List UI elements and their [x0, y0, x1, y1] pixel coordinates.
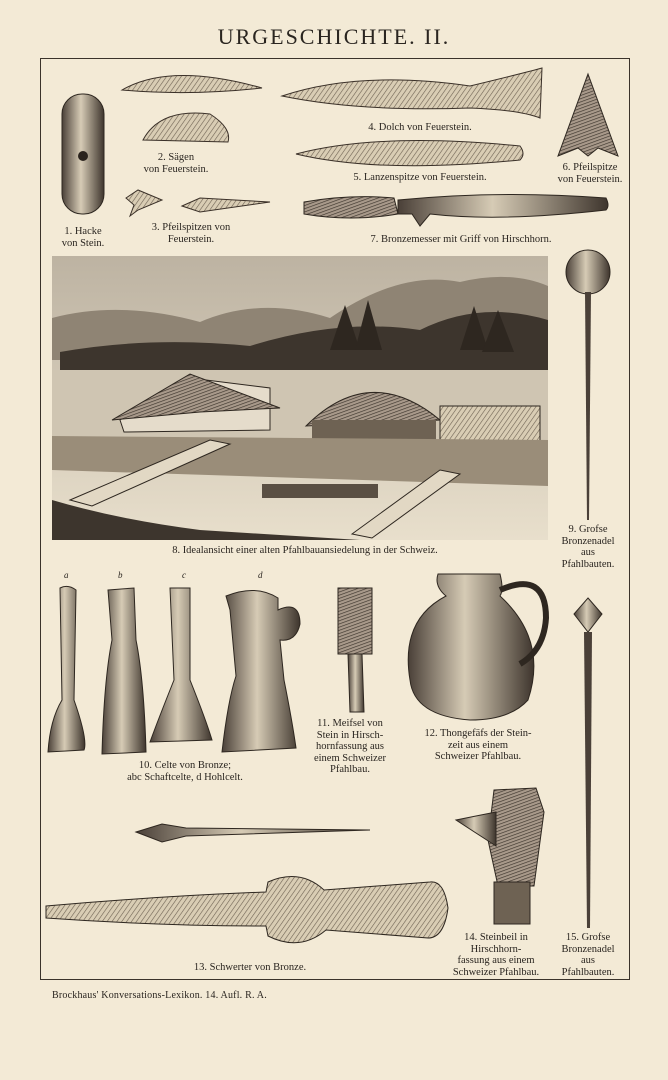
- caption-7: [336, 234, 586, 246]
- footer-credit: Brockhaus' Konversations-Lexikon. 14. Aufl. R. A.: [52, 990, 267, 1001]
- caption-10-line-1: 10. Celte von Bronze;: [138, 760, 232, 771]
- caption-1-line-2: von Stein.: [61, 237, 105, 249]
- celt-letter-a: a: [64, 570, 69, 580]
- caption-5: [330, 172, 510, 184]
- caption-14-line-4: Schweizer Pfahlbau.: [452, 966, 540, 978]
- caption-2-line-2: von Feuerstein.: [143, 163, 209, 175]
- caption-13-line-1: 13. Schwerter von Bronze.: [193, 962, 307, 973]
- flint-spearhead: [296, 141, 523, 166]
- celt-letter-c: c: [182, 570, 186, 580]
- caption-8-line-1: 8. Idealansicht einer alten Pfahlbauansiedelung in der Schweiz.: [172, 545, 438, 556]
- bronze-swords: [46, 824, 448, 943]
- caption-10-line-2: abc Schaftcelte, d Hohlcelt.: [127, 771, 243, 783]
- caption-6-line-2: von Feuerstein.: [557, 173, 623, 185]
- caption-3-line-1: 3. Pfeilspitzen von: [151, 222, 231, 233]
- caption-4-line-1: 4. Dolch von Feuerstein.: [368, 122, 472, 133]
- caption-9-line-2: Bronzenadel: [561, 535, 615, 547]
- caption-11-line-3: hornfassung aus: [316, 741, 384, 752]
- caption-9-line-1: 9. Grofse: [568, 524, 608, 535]
- caption-12: [408, 728, 548, 763]
- caption-6-line-1: 6. Pfeilspitze: [562, 162, 618, 173]
- caption-1: [48, 226, 118, 249]
- bronze-pin-large-bottom: [574, 598, 602, 928]
- caption-15: [552, 932, 624, 978]
- flint-dagger: [282, 68, 542, 118]
- caption-14-line-3: fassung aus einem: [457, 955, 535, 966]
- pile-dwelling-scene: [52, 256, 548, 540]
- stone-chisel: [338, 588, 372, 712]
- caption-7-line-1: 7. Bronzemesser mit Griff von Hirschhorn.: [370, 234, 552, 245]
- caption-5-line-1: 5. Lanzenspitze von Feuerstein.: [353, 172, 487, 183]
- caption-2-line-1: 2. Sägen: [157, 152, 195, 163]
- caption-11-line-2: Stein in Hirsch-: [316, 729, 384, 741]
- caption-3: [136, 222, 246, 245]
- stone-axe-antler: [456, 788, 544, 924]
- caption-14-line-2: Hirschhorn-: [470, 943, 522, 955]
- page-title: URGESCHICHTE. II.: [217, 24, 451, 49]
- caption-9-line-4: Pfahlbauten.: [561, 558, 615, 570]
- flint-arrowhead-large: [558, 74, 618, 156]
- caption-15-line-3: aus: [581, 955, 595, 966]
- caption-15-line-2: Bronzenadel: [561, 943, 615, 955]
- caption-2: [126, 152, 226, 175]
- caption-12-line-1: 12. Thongefäfs der Stein-: [424, 728, 532, 739]
- caption-11: [300, 718, 400, 776]
- caption-6: [540, 162, 640, 185]
- caption-9: [548, 524, 628, 570]
- bronze-pin-large-top: [566, 250, 610, 520]
- caption-13: [150, 962, 350, 974]
- caption-12-line-2: zeit aus einem: [447, 739, 509, 751]
- caption-11-line-5: Pfahlbau.: [330, 764, 370, 775]
- caption-12-line-3: Schweizer Pfahlbau.: [434, 751, 522, 762]
- caption-10: [100, 760, 270, 783]
- caption-14-line-1: 14. Steinbeil in: [464, 932, 528, 943]
- bronze-knife: [304, 194, 608, 226]
- flint-saws: [122, 75, 262, 142]
- caption-8: [120, 545, 490, 557]
- flint-arrowheads: [126, 190, 270, 216]
- celt-letter-b: b: [118, 570, 123, 580]
- caption-1-line-1: 1. Hacke: [64, 226, 102, 237]
- celt-letter-d: d: [258, 570, 263, 580]
- caption-15-line-1: 15. Grofse: [565, 932, 611, 943]
- stone-hoe: [62, 94, 104, 214]
- caption-14: [440, 932, 552, 978]
- bronze-celts: [48, 586, 300, 754]
- caption-11-line-1: 11. Meifsel von: [317, 718, 383, 729]
- caption-4: [330, 122, 510, 134]
- clay-vessel: [408, 574, 546, 720]
- caption-3-line-2: Feuerstein.: [167, 233, 215, 245]
- caption-9-line-3: aus: [581, 547, 595, 558]
- caption-15-line-4: Pfahlbauten.: [561, 966, 615, 978]
- caption-11-line-4: einem Schweizer: [313, 752, 386, 764]
